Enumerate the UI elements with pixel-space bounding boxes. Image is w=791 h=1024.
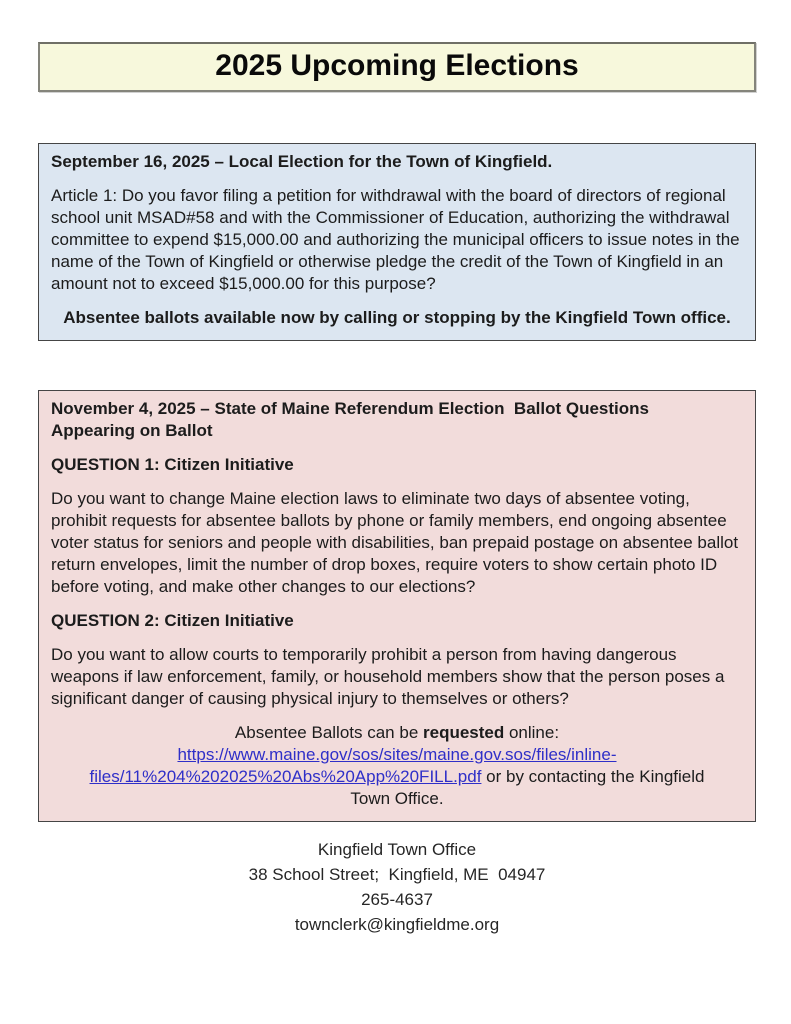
office-phone: 265-4637 xyxy=(361,890,433,909)
office-name: Kingfield Town Office xyxy=(317,840,477,859)
link-url-line2: files/11%204%202025%20Abs%20App%20FILL.pdf xyxy=(89,767,482,786)
september-election-box xyxy=(38,143,756,341)
request-bold-word: requested xyxy=(423,723,505,742)
november-election-box xyxy=(38,390,756,822)
absentee-request-paragraph xyxy=(51,722,743,810)
request-text-suffix: online: xyxy=(504,723,560,742)
article-1-text: Article 1: Do you favor filing a petition for withdrawal with the board of directors of regional school unit MSAD#58 and with the Commissioner of Education, authorizing the withdrawal committee to expend $15,000.00 and authorizing the municipal officers to issue notes in the name of the Town of Kingfield or otherwise pledge the credit of the Town of Kingfield in an amount not to exceed $15,000.00 for this purpose? xyxy=(51,186,740,293)
september-election-heading: September 16, 2025 – Local Election for the Town of Kingfield. xyxy=(51,152,553,171)
question-2-text: Do you want to allow courts to temporarily prohibit a person from having dangerous weapons if law enforcement, family, or household members show that the person poses a significant danger of causing physical injury to themselves or others? xyxy=(51,645,725,708)
november-election-heading xyxy=(51,398,743,442)
town-office-contact-block xyxy=(38,837,756,937)
request-last-line: Town Office. xyxy=(350,789,444,808)
november-heading-line1: November 4, 2025 – State of Maine Referendum Election Ballot Questions xyxy=(51,399,649,418)
after-link-text: or by contacting the Kingfield xyxy=(481,767,705,786)
request-text-prefix: Absentee Ballots can be xyxy=(234,723,423,742)
question-1-text: Do you want to change Maine election laws to eliminate two days of absentee voting, prohibit requests for absentee ballots by phone or family members, end ongoing absentee voter status for seniors and people with disabilities, ban prepaid postage on absentee ballot return envelopes, limit the number of drop boxes, require voters to show certain photo ID before voting, and make other changes to our elections? xyxy=(51,489,739,596)
office-address: 38 School Street; Kingfield, ME 04947 xyxy=(248,865,546,884)
absentee-availability-note: Absentee ballots available now by calling or stopping by the Kingfield Town office. xyxy=(63,308,731,327)
question-2-heading: QUESTION 2: Citizen Initiative xyxy=(51,611,294,630)
office-email: townclerk@kingfieldme.org xyxy=(294,915,500,934)
title-banner xyxy=(38,42,756,92)
question-1-heading: QUESTION 1: Citizen Initiative xyxy=(51,455,294,474)
link-url-line1: https://www.maine.gov/sos/sites/maine.gov.sos/files/inline- xyxy=(177,745,617,764)
page-title: 2025 Upcoming Elections xyxy=(215,49,579,82)
november-heading-line2: Appearing on Ballot xyxy=(51,421,213,440)
